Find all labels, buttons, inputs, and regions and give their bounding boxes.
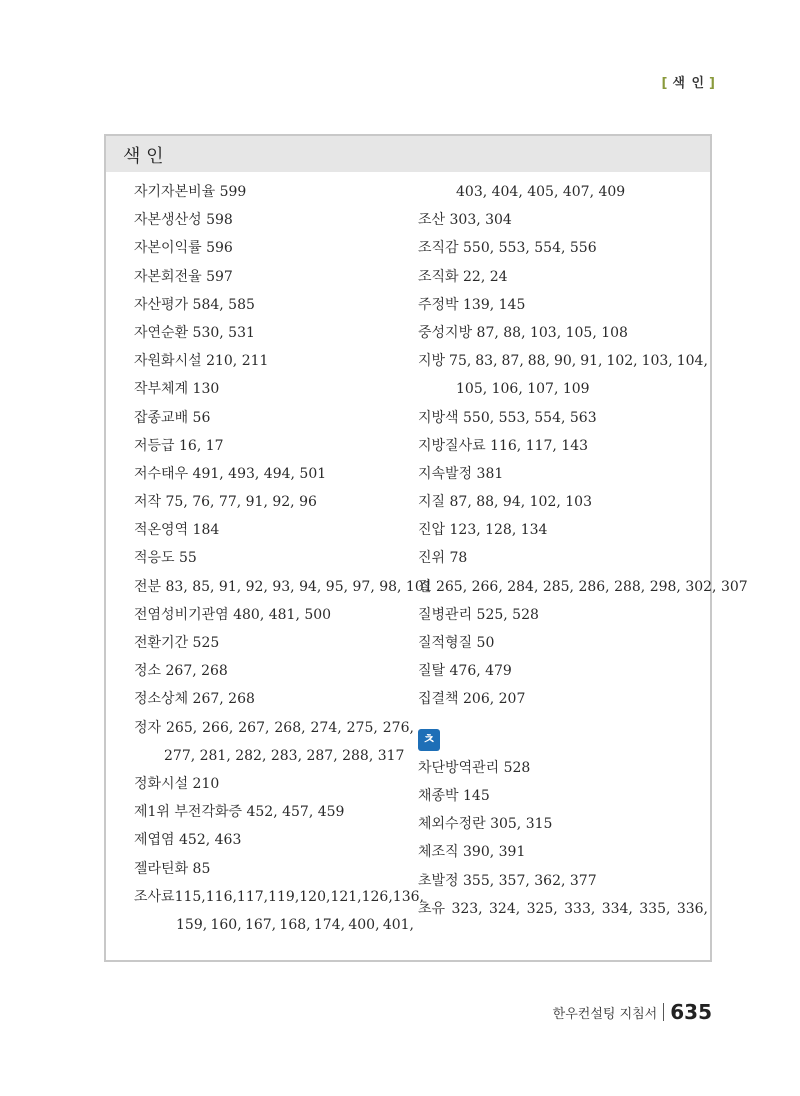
index-entry: 질 265, 266, 284, 285, 286, 288, 298, 302, 307 — [418, 578, 748, 595]
index-entry-jibang — [418, 347, 708, 375]
page-ref: 276, — [382, 719, 414, 736]
index-entry: 질병관리 525, 528 — [418, 606, 539, 623]
index-entry: 정소상체 267, 268 — [134, 691, 255, 708]
index-entry: 전환기간 525 — [134, 635, 220, 651]
index-entry: 지질 87, 88, 94, 102, 103 — [418, 494, 592, 511]
page-number: 635 — [670, 1000, 712, 1024]
index-entry: 조직감 550, 553, 554, 556 — [418, 240, 597, 257]
index-entry-continuation: 403, 404, 405, 407, 409 — [456, 184, 626, 200]
page-ref: 90, — [553, 353, 577, 370]
panel-title: 색 인 — [123, 146, 164, 167]
panel-header — [106, 136, 710, 172]
page-ref: 174, — [313, 916, 346, 933]
index-entry: 진압 123, 128, 134 — [418, 522, 548, 539]
index-entry: 체조직 390, 391 — [418, 844, 526, 861]
index-entry-jeongja — [134, 714, 414, 742]
index-entry: 지방색 550, 553, 554, 563 — [418, 409, 597, 426]
section-letter-badge: ㅊ — [418, 729, 440, 751]
page-ref: 103, — [641, 353, 673, 370]
index-entry: 자연순환 530, 531 — [134, 324, 255, 341]
page-ref: 325, — [526, 900, 558, 917]
page-footer — [553, 1000, 712, 1024]
index-entry: 체외수정란 305, 315 — [418, 816, 553, 833]
page-ref: 336, — [676, 900, 708, 917]
index-entry: 제엽염 452, 463 — [134, 832, 242, 849]
index-entry: 전염성비기관염 480, 481, 500 — [134, 606, 332, 623]
book-title: 한우컨설팅 지침서 — [552, 1006, 658, 1022]
page-ref: 87, — [501, 353, 524, 370]
index-entry: 자원화시설 210, 211 — [134, 353, 269, 370]
page-ref: 400, — [348, 916, 380, 933]
header-bracket-close: ] — [709, 76, 716, 91]
page-ref: 265, — [166, 719, 198, 736]
page-ref: 333, — [564, 900, 596, 917]
index-entry: 질적형질 50 — [418, 635, 495, 651]
page-ref: 267, — [238, 719, 270, 736]
index-entry: 작부체계 130 — [134, 381, 220, 398]
page-ref: 324, — [489, 900, 521, 917]
index-entry: 차단방역관리 528 — [418, 759, 531, 776]
index-entry: 자산평가 584, 585 — [134, 296, 255, 313]
page-ref: 116, — [205, 888, 237, 905]
page-ref: 117, — [236, 888, 269, 905]
term: 조사료 — [134, 888, 175, 905]
index-entry: 중성지방 87, 88, 103, 105, 108 — [418, 324, 628, 341]
page-ref: 268, — [274, 719, 306, 736]
page-ref: 120, — [299, 888, 331, 905]
index-entry-josaryo — [134, 883, 424, 911]
page-ref: 119, — [268, 888, 300, 905]
index-entry: 자본생산성 598 — [134, 212, 233, 229]
index-entry: 질탈 476, 479 — [418, 663, 512, 680]
index-entry-continuation: 277, 281, 282, 283, 287, 288, 317 — [164, 747, 405, 764]
page-ref: 126, — [361, 888, 393, 905]
index-panel — [104, 134, 748, 962]
page-ref: 275, — [346, 719, 378, 736]
section-heading — [418, 726, 708, 754]
index-entry: 지방질사료 116, 117, 143 — [418, 437, 589, 454]
index-entry: 자본이익률 596 — [134, 240, 233, 257]
index-entry: 정소 267, 268 — [134, 663, 228, 680]
index-entry: 조직화 22, 24 — [418, 268, 508, 285]
header-title: 색 인 — [672, 76, 706, 91]
index-entry-chou — [418, 895, 708, 923]
page-ref: 136, — [392, 888, 424, 905]
index-entry: 저작 75, 76, 77, 91, 92, 96 — [134, 494, 317, 511]
page-ref: 121, — [330, 888, 362, 905]
index-entry: 주정박 139, 145 — [418, 296, 526, 313]
right-column — [418, 178, 748, 923]
index-entry: 적응도 55 — [134, 550, 197, 567]
index-entry: 적온영역 184 — [134, 522, 220, 539]
index-entry-continuation: 105, 106, 107, 109 — [456, 381, 590, 398]
index-entry: 채종박 145 — [418, 787, 490, 804]
term: 초유 — [418, 900, 446, 917]
page-ref: 102, — [606, 353, 638, 370]
page-ref: 159, — [176, 916, 208, 933]
page-ref: 401, — [382, 916, 414, 933]
page-ref: 83, — [475, 353, 498, 370]
page-ref: 167, — [244, 916, 277, 933]
page-ref: 91, — [580, 353, 603, 370]
index-entry: 정화시설 210 — [134, 775, 220, 792]
page-ref: 266, — [202, 719, 234, 736]
index-entry-continuation — [134, 911, 414, 939]
index-entry: 지속발정 381 — [418, 465, 504, 482]
page-ref: 88, — [527, 353, 550, 370]
page-ref: 75, — [449, 353, 472, 370]
page-ref: 335, — [639, 900, 671, 917]
index-entry: 진위 78 — [418, 550, 468, 567]
index-entry: 저수태우 491, 493, 494, 501 — [134, 465, 327, 482]
index-entry: 자기자본비율 599 — [134, 184, 247, 200]
index-entry: 젤라틴화 85 — [134, 860, 211, 877]
page-ref: 168, — [279, 916, 311, 933]
page-ref: 160, — [210, 916, 242, 933]
page-ref: 115, — [174, 888, 206, 905]
index-entry: 전분 83, 85, 91, 92, 93, 94, 95, 97, 98, 101 — [134, 578, 433, 595]
index-entry: 자본회전율 597 — [134, 268, 233, 285]
index-entry: 저등급 16, 17 — [134, 437, 224, 454]
page-ref: 323, — [451, 900, 483, 917]
index-entry: 조산 303, 304 — [418, 212, 512, 229]
index-entry: 잡종교배 56 — [134, 409, 211, 426]
page-ref: 104, — [676, 353, 708, 370]
index-entry: 집결책 206, 207 — [418, 691, 526, 708]
term: 지방 — [418, 353, 446, 370]
running-header — [661, 72, 716, 91]
page-ref: 334, — [601, 900, 633, 917]
index-entry: 제1위 부전각화증 452, 457, 459 — [134, 804, 345, 821]
term: 정자 — [134, 719, 162, 736]
index-entry: 초발정 355, 357, 362, 377 — [418, 872, 597, 889]
page-ref: 274, — [310, 719, 342, 736]
footer-divider — [663, 1003, 664, 1021]
header-bracket-open: [ — [661, 76, 669, 91]
section-gap — [418, 714, 708, 726]
